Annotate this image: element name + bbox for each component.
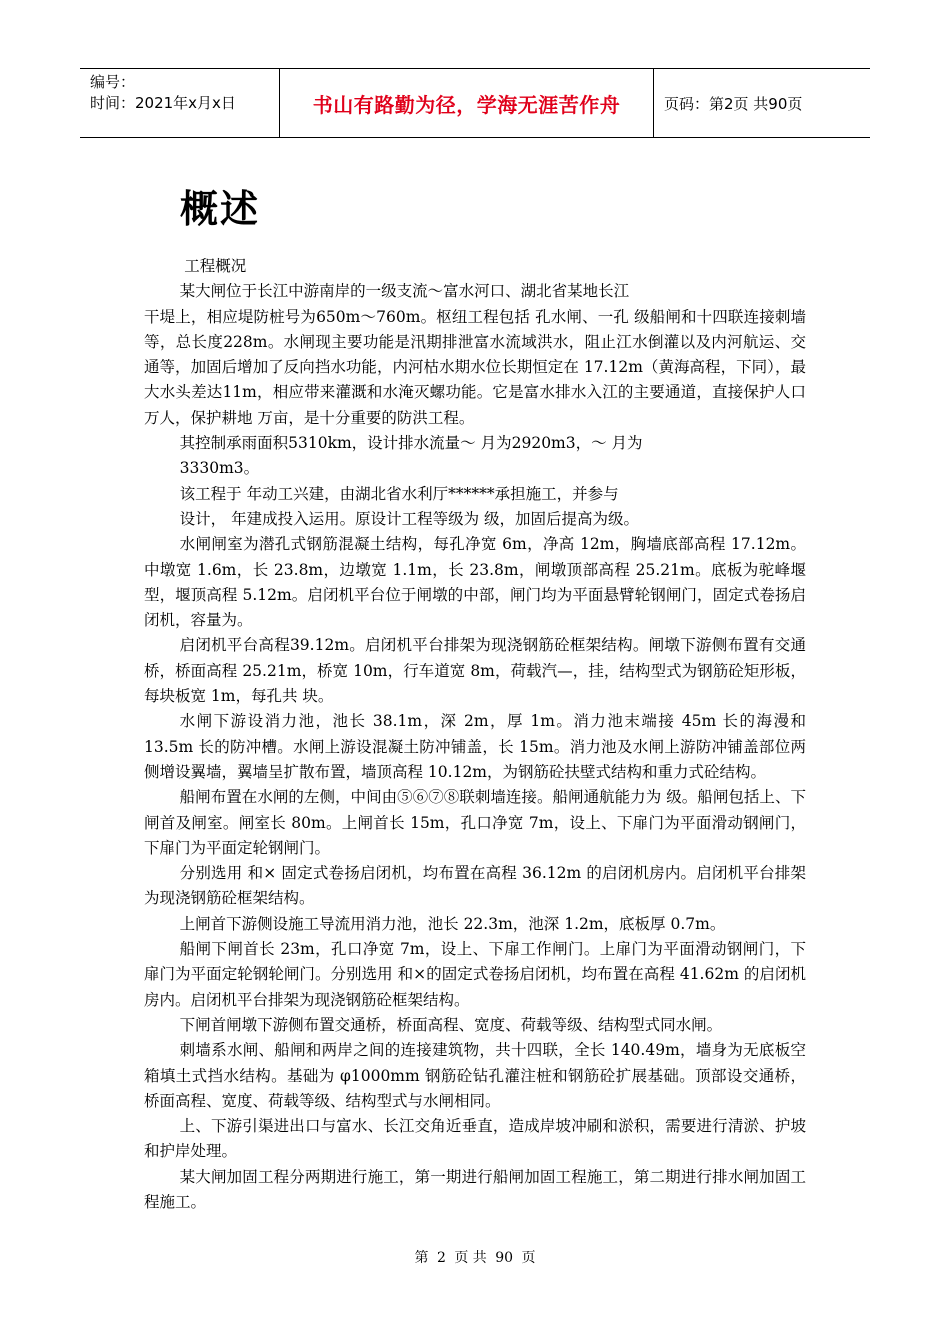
paragraph: 分别选用 和× 固定式卷扬启闭机，均布置在高程 36.12m 的启闭机房内。启闭机平台排架为现浇钢筋砼框架结构。	[144, 864, 806, 908]
paragraph: 水闸闸室为潜孔式钢筋混凝土结构，每孔净宽 6m，净高 12m，胸墙底部高程 17.12m。中墩宽 1.6m，长 23.8m，边墩宽 1.1m，长 23.8m，闸墩顶部高程 25.21m。底板为驼峰堰型，堰顶高程 5.12m。启闭机平台位于闸墩的中部，闸门均为平面悬臂轮钢闸门，固定式卷扬启闭机，容量为。	[144, 535, 806, 630]
paragraph: 刺墙系水闸、船闸和两岸之间的连接建筑物，共十四联，全长 140.49m，墙身为无底板空箱填土式挡水结构。基础为 φ1000mm 钢筋砼钻孔灌注桩和钢筋砼扩展基础。顶部设交通桥，桥面高程、宽度、荷载等级、结构型式与水闸相同。	[144, 1041, 806, 1110]
footer-current-page: 2	[436, 1250, 446, 1266]
paragraph: 水闸下游设消力池，池长 38.1m，深 2m，厚 1m。消力池末端接 45m 长的海漫和 13.5m 长的防冲槽。水闸上游设混凝土防冲铺盖，长 15m。消力池及水闸上游防冲铺盖部位两侧增设翼墙，翼墙呈扩散布置，墙顶高程 10.12m，为钢筋砼扶壁式结构和重力式砼结构。	[144, 712, 806, 781]
page-footer	[0, 1247, 950, 1267]
header-meta	[80, 69, 280, 137]
time-label: 时间：2021年x月x日	[90, 94, 236, 112]
paragraph: 其控制承雨面积5310km，设计排水流量～ 月为2920m3，～ 月为	[179, 434, 643, 453]
page-header	[80, 68, 870, 138]
paragraph: 某大闸加固工程分两期进行施工，第一期进行船闸加固工程施工，第二期进行排水闸加固工程施工。	[144, 1167, 806, 1211]
paragraph: 干堤上，相应堤防桩号为650m～760m。枢纽工程包括 孔水闸、一孔 级船闸和十四联连接刺墙等，总长度228m。水闸现主要功能是汛期排泄富水流域洪水，阻止江水倒灌以及内河航运、交通等，加固后增加了反向挡水功能，内河枯水期水位长期恒定在 17.12m（黄海高程，下同），最大水头差达11m，相应带来灌溉和水淹灭螺功能。它是富水排水入江的主要通道，直接保护人口 万人，保护耕地 万亩，是十分重要的防洪工程。	[144, 307, 806, 427]
paragraph: 设计， 年建成投入运用。原设计工程等级为 级，加固后提高为级。	[179, 509, 639, 528]
footer-middle: 页 共	[454, 1250, 487, 1266]
paragraph: 上闸首下游侧设施工导流用消力池，池长 22.3m，池深 1.2m，底板厚 0.7m。	[179, 914, 726, 933]
paragraph: 3330m3。	[179, 459, 260, 478]
footer-prefix: 第	[414, 1250, 429, 1266]
paragraph: 该工程于 年动工兴建，由湖北省水利厅******承担施工，并参与	[179, 484, 619, 503]
paragraph: 上、下游引渠进出口与富水、长江交角近垂直，造成岸坡冲刷和淤积，需要进行清淤、护坡和护岸处理。	[144, 1117, 806, 1161]
document-body	[144, 254, 806, 1215]
page-info: 页码：第2页 共90页	[664, 94, 803, 113]
page-title: 概述	[180, 187, 261, 231]
paragraph: 启闭机平台高程39.12m。启闭机平台排架为现浇钢筋砼框架结构。闸墩下游侧布置有交通桥，桥面高程 25.21m，桥宽 10m，行车道宽 8m，荷载汽—，挂，结构型式为钢筋砼矩形板，每块板宽 1m，每孔共 块。	[144, 636, 806, 706]
paragraph: 船闸下闸首长 23m，孔口净宽 7m，设上、下扉工作闸门。上扉门为平面滑动钢闸门，下扉门为平面定轮钢轮闸门。分别选用 和×的固定式卷扬启闭机，均布置在高程 41.62m 的启闭机房内。启闭机平台排架为现浇钢筋砼框架结构。	[144, 940, 806, 1009]
paragraph: 某大闸位于长江中游南岸的一级支流～富水河口、湖北省某地长江	[179, 282, 630, 301]
footer-suffix: 页	[521, 1250, 536, 1266]
motto: 书山有路勤为径，学海无涯苦作舟	[280, 69, 654, 137]
paragraph: 船闸布置在水闸的左侧，中间由⑤⑥⑦⑧联刺墙连接。船闸通航能力为 级。船闸包括上、下闸首及闸室。闸室长 80m。上闸首长 15m，孔口净宽 7m，设上、下扉门为平面滑动钢闸门，下扉门为平面定轮钢闸门。	[144, 788, 806, 857]
section-heading: 工程概况	[184, 257, 247, 275]
footer-total-pages: 90	[495, 1250, 514, 1266]
number-label: 编号：	[90, 73, 136, 91]
paragraph: 下闸首闸墩下游侧布置交通桥，桥面高程、宽度、荷载等级、结构型式同水闸。	[179, 1015, 723, 1034]
